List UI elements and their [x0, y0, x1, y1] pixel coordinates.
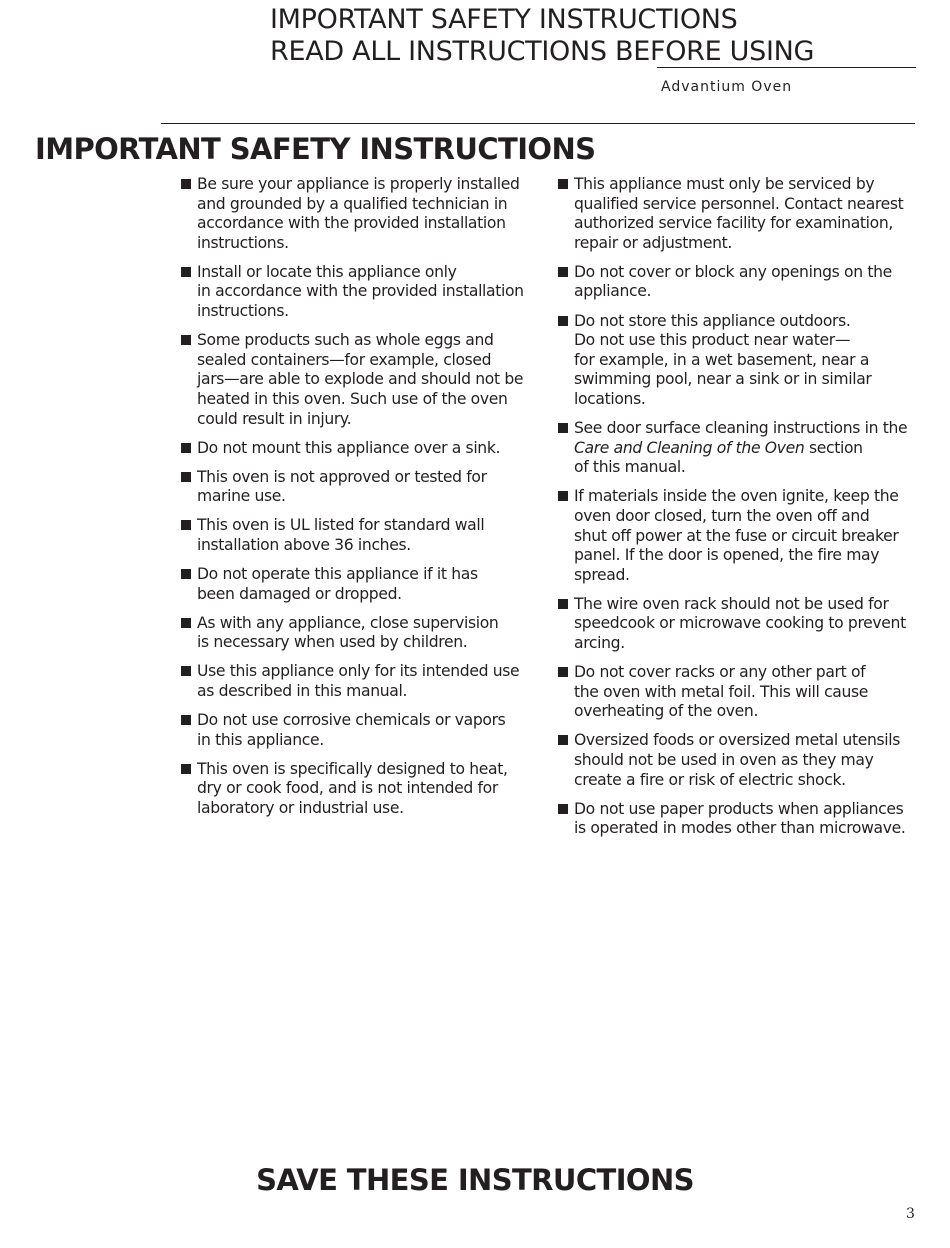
list-item-line: If materials inside the oven ignite, keep the: [574, 487, 899, 506]
square-bullet-icon: [558, 179, 568, 189]
list-item-line: Do not use paper products when appliances: [574, 799, 904, 818]
list-item-line: in accordance with the provided installation: [197, 282, 524, 301]
list-item-line: speedcook or microwave cooking to prevent: [574, 614, 906, 633]
list-item-line: Do not operate this appliance if it has: [197, 565, 478, 584]
list-item-line: See door surface cleaning instructions in the: [574, 419, 908, 438]
square-bullet-icon: [181, 764, 191, 774]
list-item-line: This oven is specifically designed to heat,: [197, 759, 508, 778]
save-instructions-heading: SAVE THESE INSTRUCTIONS: [256, 1163, 694, 1197]
list-item-line: This oven is not approved or tested for: [197, 467, 487, 486]
square-bullet-icon: [558, 599, 568, 609]
list-item-line: Do not mount this appliance over a sink.: [197, 438, 501, 457]
list-item-line: could result in injury.: [197, 409, 352, 428]
list-item-line: oven door closed, turn the oven off and: [574, 506, 870, 525]
list-item-line: Do not use corrosive chemicals or vapors: [197, 711, 506, 730]
list-item-line: accordance with the provided installation: [197, 214, 506, 233]
list-item: [558, 263, 918, 302]
list-item: [181, 662, 537, 701]
list-item: [181, 439, 537, 459]
list-item-line: should not be used in oven as they may: [574, 750, 874, 769]
list-item-line: overheating of the oven.: [574, 702, 759, 721]
square-bullet-icon: [181, 443, 191, 453]
list-item-line: spread.: [574, 565, 630, 584]
list-item-line: authorized service facility for examination,: [574, 214, 893, 233]
list-item-line: marine use.: [197, 487, 286, 506]
list-item: [181, 565, 537, 604]
list-item-line: Do not store this appliance outdoors.: [574, 311, 851, 330]
list-item: [181, 175, 537, 253]
list-item: [181, 711, 537, 750]
list-item-line: for example, in a wet basement, near a: [574, 350, 870, 369]
product-name: Advantium Oven: [661, 79, 793, 95]
list-item-line: jars—are able to explode and should not be: [197, 370, 524, 389]
list-item-line: qualified service personnel. Contact nearest: [574, 194, 904, 213]
square-bullet-icon: [181, 569, 191, 579]
list-item: [558, 663, 918, 722]
list-item-line: This oven is UL listed for standard wall: [197, 516, 485, 535]
list-item: [181, 614, 537, 653]
list-item: [181, 468, 537, 507]
list-item-line: Install or locate this appliance only: [197, 262, 457, 281]
list-item: [181, 331, 537, 429]
safety-list-left: [181, 175, 537, 828]
list-item-line: dry or cook food, and is not intended for: [197, 779, 498, 798]
list-item-line: the oven with metal foil. This will cause: [574, 682, 869, 701]
list-item-line: arcing.: [574, 633, 625, 652]
list-item: [558, 595, 918, 654]
list-item: [558, 731, 918, 790]
list-item-line: As with any appliance, close supervision: [197, 613, 499, 632]
square-bullet-icon: [181, 715, 191, 725]
square-bullet-icon: [181, 335, 191, 345]
header-title: [270, 4, 814, 68]
list-item-line: in this appliance.: [197, 730, 324, 749]
square-bullet-icon: [181, 618, 191, 628]
list-item-line: Do not cover racks or any other part of: [574, 663, 866, 682]
list-item-line: Be sure your appliance is properly installed: [197, 175, 520, 193]
list-item-line: is necessary when used by children.: [197, 633, 468, 652]
list-item-line: panel. If the door is opened, the fire may: [574, 546, 880, 565]
square-bullet-icon: [181, 472, 191, 482]
square-bullet-icon: [558, 735, 568, 745]
list-item-line: installation above 36 inches.: [197, 536, 411, 554]
square-bullet-icon: [558, 667, 568, 677]
list-item-line: shut off power at the fuse or circuit breaker: [574, 526, 899, 545]
square-bullet-icon: [558, 316, 568, 326]
header-divider-short: [657, 67, 916, 68]
list-item: [558, 800, 918, 839]
list-item-line: repair or adjustment.: [574, 233, 733, 252]
list-item-line: instructions.: [197, 302, 289, 321]
list-item-line: heated in this oven. Such use of the oven: [197, 389, 508, 408]
square-bullet-icon: [558, 491, 568, 501]
list-item-line: Do not cover or block any openings on the: [574, 262, 892, 281]
list-item-line: been damaged or dropped.: [197, 584, 402, 603]
list-item-line: Oversized foods or oversized metal utensils: [574, 731, 901, 750]
list-item: [558, 175, 918, 253]
list-item-line: locations.: [574, 389, 646, 408]
list-item: [558, 419, 918, 478]
list-item-line: is operated in modes other than microwave.: [574, 819, 906, 838]
list-item-line: of this manual.: [574, 458, 686, 477]
list-item: [181, 760, 537, 819]
square-bullet-icon: [181, 179, 191, 189]
list-item-line: This appliance must only be serviced by: [574, 175, 875, 193]
square-bullet-icon: [181, 267, 191, 277]
list-item: [181, 516, 537, 555]
list-item-line: The wire oven rack should not be used for: [574, 594, 889, 613]
list-item-text: section: [804, 438, 863, 457]
list-item: [558, 312, 918, 410]
list-item: [181, 263, 537, 322]
list-item-line: create a fire or risk of electric shock.: [574, 770, 846, 789]
list-item-line: sealed containers—for example, closed: [197, 350, 492, 369]
list-item-line: [574, 439, 918, 459]
square-bullet-icon: [558, 804, 568, 814]
manual-section-reference: Care and Cleaning of the Oven: [574, 438, 805, 457]
section-heading: IMPORTANT SAFETY INSTRUCTIONS: [35, 132, 596, 166]
list-item-line: swimming pool, near a sink or in similar: [574, 370, 872, 389]
page-number: 3: [906, 1206, 915, 1222]
list-item-line: Some products such as whole eggs and: [197, 331, 494, 350]
square-bullet-icon: [558, 423, 568, 433]
square-bullet-icon: [558, 267, 568, 277]
list-item-line: Use this appliance only for its intended use: [197, 662, 520, 681]
list-item-line: appliance.: [574, 282, 652, 301]
square-bullet-icon: [181, 520, 191, 530]
list-item: [558, 487, 918, 585]
list-item-line: Do not use this product near water—: [574, 331, 851, 350]
list-item-line: laboratory or industrial use.: [197, 799, 404, 818]
header-title-line-1: IMPORTANT SAFETY INSTRUCTIONS: [270, 4, 738, 35]
header-divider-long: [161, 123, 915, 124]
safety-list-right: [558, 175, 918, 848]
list-item-line: as described in this manual.: [197, 682, 408, 701]
list-item-line: and grounded by a qualified technician in: [197, 194, 508, 213]
square-bullet-icon: [181, 666, 191, 676]
header-title-line-2: READ ALL INSTRUCTIONS BEFORE USING: [270, 36, 815, 67]
list-item-line: instructions.: [197, 233, 289, 252]
